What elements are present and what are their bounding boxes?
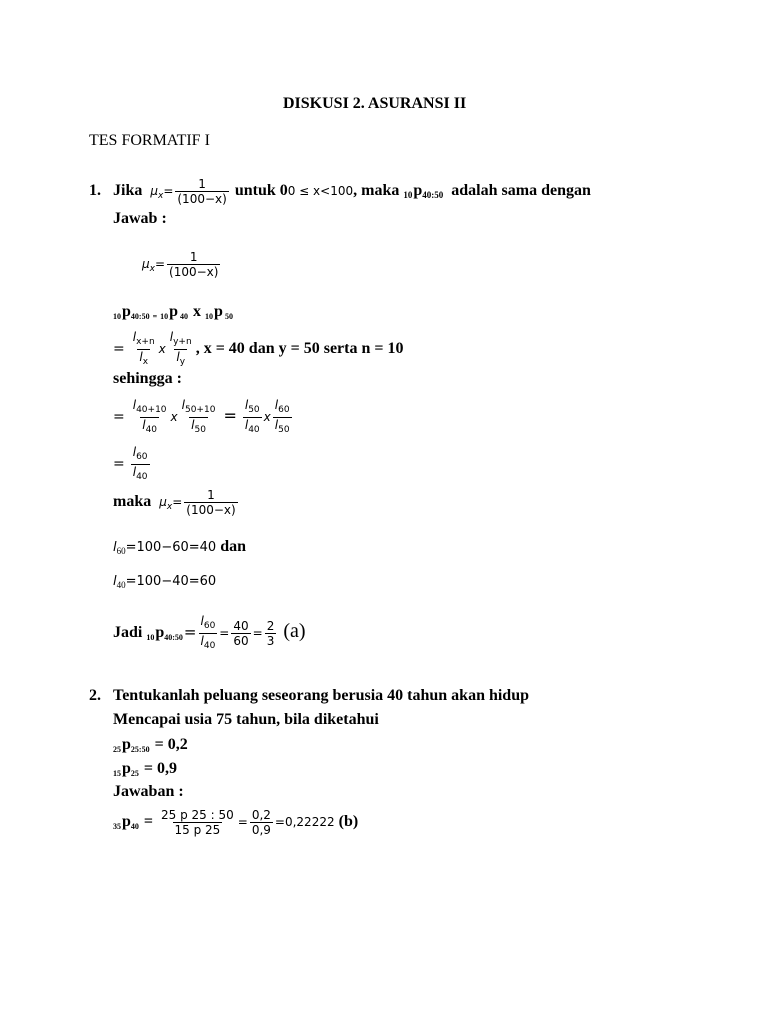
life-table-ratio-formula: = $\frac{l_{x+n}}{l_x}$ x $\frac{l_{y+n}}{l_y}$ , x = 40 dan y = 50 serta n = 10	[113, 330, 404, 367]
answer-label-2: Jawaban :	[113, 783, 184, 800]
simplified-ratio: = $\frac{l_{60}}{l_{40}}$	[113, 445, 148, 482]
untuk-text: untuk 0	[234, 182, 288, 200]
substitution-step: = $\frac{l_{40+10}}{l_{40}}$ x $\frac{l_{50+10}}{l_{50}}$ = $\frac{l_{50}}{l_{40}}$ x $\frac{l_{60}}{l_{50}}$	[113, 398, 290, 435]
ratio-fraction-y: $\frac{l_{y+n}}{l_y}$	[169, 330, 192, 367]
l60-computation: $l_{60}=100-60=40$ dan	[113, 538, 246, 556]
question-2-answer-letter: (b)	[334, 813, 359, 831]
answer-label: Jawab :	[113, 210, 167, 227]
maka-hazard-formula: maka $\mu_x=$ $\frac{1}{(100-x)}$	[113, 488, 236, 517]
maka-text: , maka	[353, 182, 400, 200]
l40-computation: $l_{40}=100-40=60$	[113, 574, 217, 590]
sehingga-label: sehingga :	[113, 370, 182, 387]
hazard-fraction-2: $\frac{1}{(100-x)}$	[169, 250, 219, 279]
hazard-formula: $\mu_x=$ $\frac{1}{(100-x)}$	[142, 250, 219, 279]
section-title: TES FORMATIF I	[89, 132, 210, 149]
question-2-number: 2.	[89, 687, 101, 704]
question-1-number: 1.	[89, 182, 101, 200]
document-title: DISKUSI 2. ASURANSI II	[283, 95, 467, 112]
parameter-values: , x = 40 dan y = 50 serta n = 10	[195, 340, 404, 358]
domain-range: 0 ≤ x<100	[287, 184, 354, 199]
joint-survival-symbol: p	[413, 182, 423, 200]
joint-survival-product: 10p40:50 = 10p 40 x 10p 50	[113, 303, 233, 321]
question-2-solution: 35p40 = $\frac{25 p 25 : 50}{15 p 25}$ = $\frac{0,2}{0,9}$ =0,22222 (b)	[113, 808, 359, 837]
question-tail: adalah sama dengan	[451, 182, 591, 200]
given-value-2: 15p25 = 0,9	[113, 760, 178, 778]
equals-sign: =	[163, 184, 174, 199]
question-1-conclusion: Jadi 10p40:50= $\frac{l_{60}}{l_{40}}$ = $\frac{40}{60}$ = $\frac{2}{3}$ (a)	[113, 614, 306, 651]
question-1-statement: 1. Jika $\mu_x=$ $\frac{1}{(100-x)}$ untuk 00 ≤ x<100, maka $10p_{40:50}$ adalah sama dengan	[89, 177, 591, 206]
hazard-fraction: $\frac{1}{(100-x)}$	[177, 177, 227, 206]
question-1-answer-letter: (a)	[278, 620, 306, 643]
question-2-result: =0,22222	[274, 815, 335, 830]
jika-text: Jika	[113, 182, 143, 200]
question-2-statement: 2. Tentukanlah peluang seseorang berusia 40 tahun akan hidup	[89, 687, 529, 704]
given-value-1: 25p25:50 = 0,2	[113, 736, 188, 754]
ratio-fraction-x: $\frac{l_{x+n}}{l_x}$	[132, 330, 155, 367]
question-2-statement-line2: Mencapai usia 75 tahun, bila diketahui	[113, 711, 379, 728]
mu-symbol: $\mu_x$	[150, 184, 164, 202]
